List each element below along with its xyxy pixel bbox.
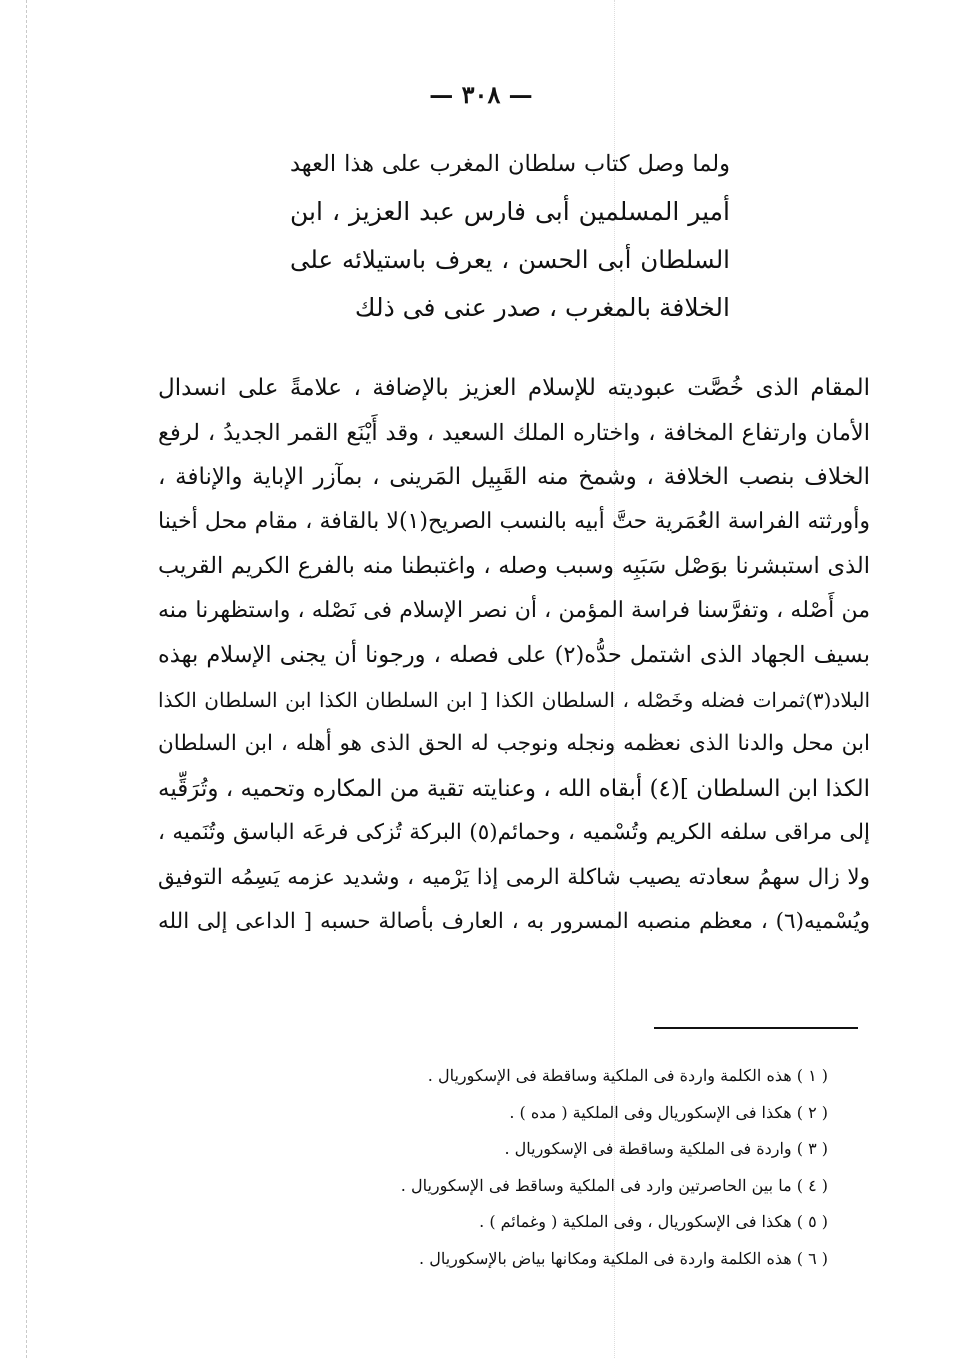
body-paragraph bbox=[158, 366, 870, 945]
body-line: ولا زال سهمُ سعادته يصيب شاكلة الرمى إذا يَرْميه ، وشديد عزمه يَسِمُه التوفيق bbox=[158, 864, 870, 890]
scan-edge-left bbox=[26, 0, 27, 1358]
heading-line: السلطان أبى الحسن ، يعرف باستيلائه على bbox=[290, 245, 730, 274]
body-line: الكذا ابن السلطان ](٤) أبقاه الله ، وعنايته تقية من المكاره وتحميه ، وتُرَقِّيه bbox=[158, 775, 870, 802]
heading-line: الخلافة بالمغرب ، صدر عنى فى ذلك bbox=[354, 293, 730, 322]
body-line: الخلاف بنصب الخلافة ، وشمخ منه القَبِيل المَرينى ، بمآزر الإباية والإنافة ، bbox=[158, 464, 870, 490]
footnote-item: ( ١ ) هذه الكلمة واردة فى الملكية وساقطة فى الإسكوريال . bbox=[427, 1066, 828, 1085]
footnote-item: ( ٤ ) ما بين الحاصرتين وارد فى الملكية وساقط فى الإسكوريال . bbox=[400, 1175, 828, 1195]
section-heading bbox=[290, 140, 730, 332]
heading-line: أمير المسلمين أبى فارس عبد العزيز ، ابن bbox=[290, 197, 730, 226]
page-number: — ٣٠٨ — bbox=[429, 80, 533, 109]
body-line: الأمان وارتفاع المخافة ، واختاره الملك السعيد ، وقد أَيْنَع القمر الجديدُ ، لرفع bbox=[158, 419, 870, 446]
footnote-separator bbox=[654, 1027, 858, 1029]
footnote-item: ( ٥ ) هكذا فى الإسكوريال ، وفى الملكية ( وغمائم ) . bbox=[479, 1212, 828, 1231]
footnote-item: ( ٣ ) واردة فى الملكية وساقطة فى الإسكوريال . bbox=[504, 1139, 828, 1158]
footnote-item: ( ٦ ) هذه الكلمة واردة فى الملكية ومكانها بياض بالإسكوريال . bbox=[419, 1248, 828, 1268]
footnote-item: ( ٢ ) هكذا فى الإسكوريال وفى الملكية ( مده ) . bbox=[509, 1102, 828, 1122]
heading-line: ولما وصل كتاب سلطان المغرب على هذا العهد bbox=[290, 151, 730, 177]
body-line: من أَصْله ، وتفرَّسنا فراسة المؤمن ، أن نصر الإسلام فى نَصْله ، واستظهرنا منه bbox=[158, 597, 870, 623]
body-line: ويُسْميه(٦) ، معظم منصبه المسرور به ، العارف بأصالة حسبه [ الداعى إلى الله bbox=[158, 909, 870, 934]
body-line: إلى مراقى سلفه الكريم وتُسْميه ، وحمائم(٥) البركة تُزكى فرعَه الباسق وتُنَميه ، bbox=[158, 820, 870, 845]
body-line: بسيف الجهاد الذى اشتمل حدُّه(٢) على فصله ، ورجونا أن يجنى الإسلام بهذه bbox=[158, 642, 870, 668]
body-line: البلاد(٣)ثمرات فضله وخَصْله ، السلطان الكذا [ ابن السلطان الكذا ابن السلطان الكذا bbox=[158, 687, 870, 712]
body-line: ابن محل والدنا الذى نعظمه ونجله ونوجب له الحق الذى هو أهله ، ابن السلطان bbox=[158, 731, 870, 756]
footnotes bbox=[300, 1058, 828, 1277]
body-line: المقام الذى خُصَّت عبوديته للإسلام العزيز بالإضافة ، علامةً على انسدال bbox=[158, 375, 870, 401]
body-line: الذى استبشرنا بوَصْل سَبَبِه وسبب وصله ، واغتبطنا منه بالفرع الكريم القريب bbox=[158, 553, 870, 579]
body-line: وأورثته الفراسة العُمَرية حتَّ أبيه بالنسب الصريح(١)لا بالقافة ، مقام محل أخينا bbox=[158, 508, 870, 534]
